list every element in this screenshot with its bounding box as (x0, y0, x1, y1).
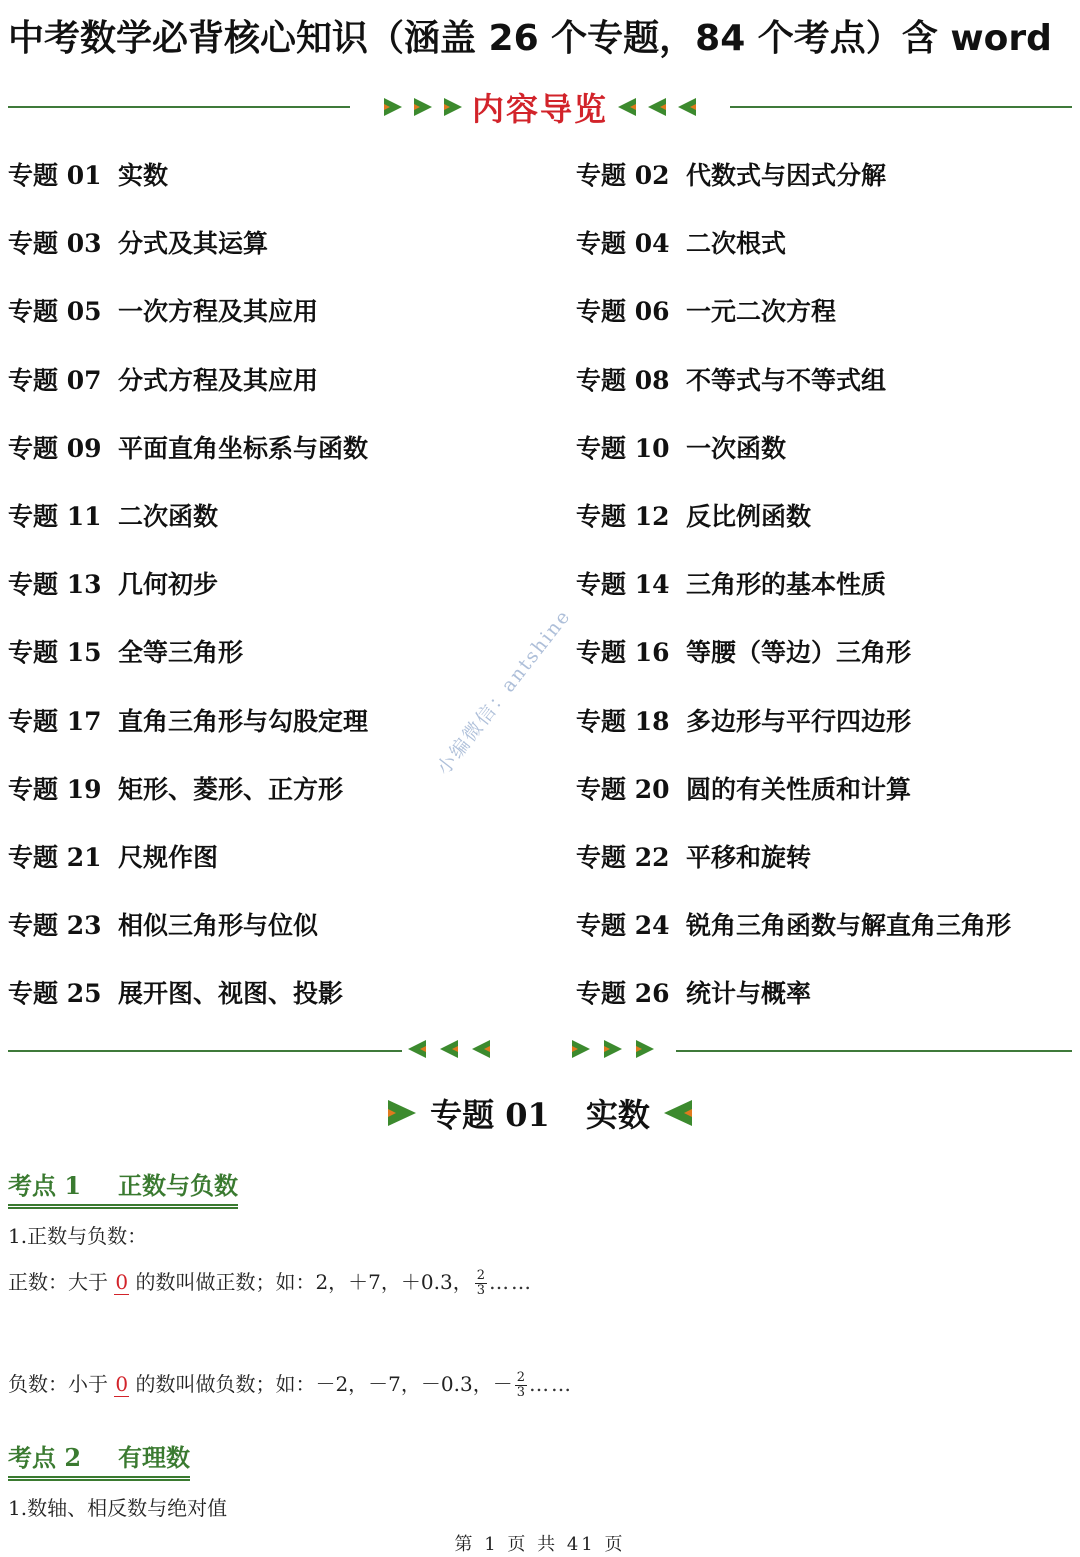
toc-item-number: 专题 18 (576, 706, 670, 736)
toc-item-name: 平面直角坐标系与函数 (118, 433, 369, 463)
negative-number-definition (8, 1368, 573, 1400)
toc-item[interactable] (576, 686, 1072, 754)
toc-item-name: 多边形与平行四边形 (686, 706, 912, 736)
toc-item-name: 展开图、视图、投影 (118, 979, 344, 1009)
kaodian-name: 正数与负数 (118, 1172, 238, 1200)
right-arrows-icon (572, 1040, 654, 1058)
toc-item[interactable] (8, 754, 576, 822)
toc-item-name: 等腰（等边）三角形 (686, 638, 912, 668)
toc-item[interactable] (8, 890, 576, 958)
toc-item-number: 专题 24 (576, 911, 670, 941)
toc-item[interactable] (8, 822, 576, 890)
toc-item[interactable] (8, 413, 576, 481)
table-of-contents (8, 140, 1072, 1026)
section-number: 专题 01 (430, 1096, 550, 1134)
toc-item-name: 矩形、菱形、正方形 (118, 774, 344, 804)
toc-item[interactable] (576, 345, 1072, 413)
paragraph-heading: 1.正数与负数： (8, 1224, 148, 1248)
toc-item-name: 直角三角形与勾股定理 (118, 706, 369, 736)
section-title (0, 1088, 1080, 1138)
toc-item-name: 一次方程及其应用 (118, 297, 319, 327)
toc-item-name: 锐角三角函数与解直角三角形 (686, 911, 1012, 941)
right-arrows-icon (384, 98, 462, 116)
toc-item-name: 不等式与不等式组 (686, 365, 887, 395)
document-title: 中考数学必背核心知识（涵盖 26 个专题，84 个考点）含 word (8, 18, 1052, 59)
toc-item[interactable] (8, 140, 576, 208)
kaodian-2-heading (8, 1438, 190, 1481)
kaodian-name: 有理数 (118, 1444, 190, 1472)
toc-item-name: 全等三角形 (118, 638, 244, 668)
toc-item[interactable] (576, 617, 1072, 685)
toc-item-number: 专题 04 (576, 229, 670, 259)
toc-item-name: 二次根式 (686, 229, 787, 259)
negative-prefix: 负数：小于 (8, 1372, 115, 1396)
paragraph-heading: 1.数轴、相反数与绝对值 (8, 1496, 228, 1520)
toc-item-number: 专题 15 (8, 638, 102, 668)
divider-right-2 (676, 1050, 1072, 1052)
fraction-denominator: 3 (516, 1385, 525, 1400)
content-overview-title: 内容导览 (471, 90, 608, 128)
ellipsis: …… (489, 1270, 533, 1294)
toc-item[interactable] (576, 890, 1072, 958)
toc-item-name: 代数式与因式分解 (686, 161, 887, 191)
toc-item-number: 专题 22 (576, 842, 670, 872)
toc-item[interactable] (576, 140, 1072, 208)
left-arrow-icon (664, 1100, 692, 1126)
toc-item[interactable] (576, 822, 1072, 890)
toc-item-number: 专题 01 (8, 161, 102, 191)
positive-text: 的数叫做正数；如：2，＋7，＋0.3， (129, 1270, 473, 1294)
toc-item-number: 专题 21 (8, 842, 102, 872)
fraction-denominator: 3 (476, 1283, 485, 1298)
toc-item[interactable] (576, 481, 1072, 549)
divider-right (730, 106, 1072, 108)
toc-item-name: 圆的有关性质和计算 (686, 774, 912, 804)
toc-item[interactable] (576, 276, 1072, 344)
toc-item[interactable] (576, 208, 1072, 276)
fraction-numerator: 2 (516, 1370, 525, 1385)
toc-item-number: 专题 16 (576, 638, 670, 668)
toc-item-number: 专题 17 (8, 706, 102, 736)
toc-item-name: 一次函数 (686, 433, 787, 463)
toc-item-number: 专题 19 (8, 774, 102, 804)
toc-item[interactable] (576, 958, 1072, 1026)
toc-item-number: 专题 12 (576, 502, 670, 532)
page-footer: 第 1 页 共 41 页 (454, 1534, 626, 1555)
toc-item-name: 反比例函数 (686, 502, 812, 532)
toc-item[interactable] (576, 754, 1072, 822)
toc-item[interactable] (8, 276, 576, 344)
toc-item-number: 专题 06 (576, 297, 670, 327)
toc-item-name: 二次函数 (118, 502, 219, 532)
toc-item[interactable] (8, 208, 576, 276)
toc-item[interactable] (8, 958, 576, 1026)
toc-item[interactable] (576, 413, 1072, 481)
toc-item-name: 三角形的基本性质 (686, 570, 887, 600)
kaodian-1-heading (8, 1166, 238, 1209)
watermark: 小编微信：antshine (432, 605, 576, 780)
fraction (515, 1371, 527, 1400)
toc-item-name: 分式方程及其应用 (118, 365, 319, 395)
toc-item-number: 专题 10 (576, 433, 670, 463)
zero-value: 0 (115, 1270, 129, 1294)
right-arrow-icon (388, 1100, 416, 1126)
toc-item-name: 尺规作图 (118, 842, 219, 872)
content-overview-banner (352, 82, 728, 132)
toc-item[interactable] (8, 345, 576, 413)
toc-item-name: 一元二次方程 (686, 297, 837, 327)
toc-item-number: 专题 13 (8, 570, 102, 600)
positive-prefix: 正数：大于 (8, 1270, 115, 1294)
toc-item-number: 专题 03 (8, 229, 102, 259)
toc-item-number: 专题 14 (576, 570, 670, 600)
divider-left-2 (8, 1050, 402, 1052)
negative-text: 的数叫做负数；如：－2，－7，－0.3，－ (129, 1372, 513, 1396)
toc-item[interactable] (576, 549, 1072, 617)
fraction (475, 1269, 487, 1298)
ellipsis: …… (529, 1372, 573, 1396)
toc-item-number: 专题 09 (8, 433, 102, 463)
left-arrows-icon (408, 1040, 490, 1058)
toc-item-number: 专题 11 (8, 502, 102, 532)
toc-item-number: 专题 25 (8, 979, 102, 1009)
positive-number-definition (8, 1266, 533, 1298)
toc-item-name: 统计与概率 (686, 979, 812, 1009)
toc-item-name: 分式及其运算 (118, 229, 269, 259)
toc-item-number: 专题 07 (8, 365, 102, 395)
toc-item-number: 专题 20 (576, 774, 670, 804)
toc-item-name: 相似三角形与位似 (118, 911, 319, 941)
kaodian-number: 考点 1 (8, 1171, 82, 1200)
zero-value: 0 (115, 1372, 129, 1396)
toc-item-number: 专题 02 (576, 161, 670, 191)
fraction-numerator: 2 (476, 1268, 485, 1283)
toc-item-number: 专题 08 (576, 365, 670, 395)
section-name: 实数 (585, 1096, 650, 1134)
toc-item-number: 专题 23 (8, 911, 102, 941)
toc-item-number: 专题 26 (576, 979, 670, 1009)
toc-item[interactable] (8, 617, 576, 685)
toc-item-name: 平移和旋转 (686, 842, 812, 872)
kaodian-number: 考点 2 (8, 1443, 82, 1472)
divider-left (8, 106, 350, 108)
toc-item-name: 几何初步 (118, 570, 219, 600)
toc-item[interactable] (8, 481, 576, 549)
left-arrows-icon (618, 98, 696, 116)
toc-item-name: 实数 (118, 161, 169, 191)
toc-item-number: 专题 05 (8, 297, 102, 327)
toc-item[interactable] (8, 549, 576, 617)
